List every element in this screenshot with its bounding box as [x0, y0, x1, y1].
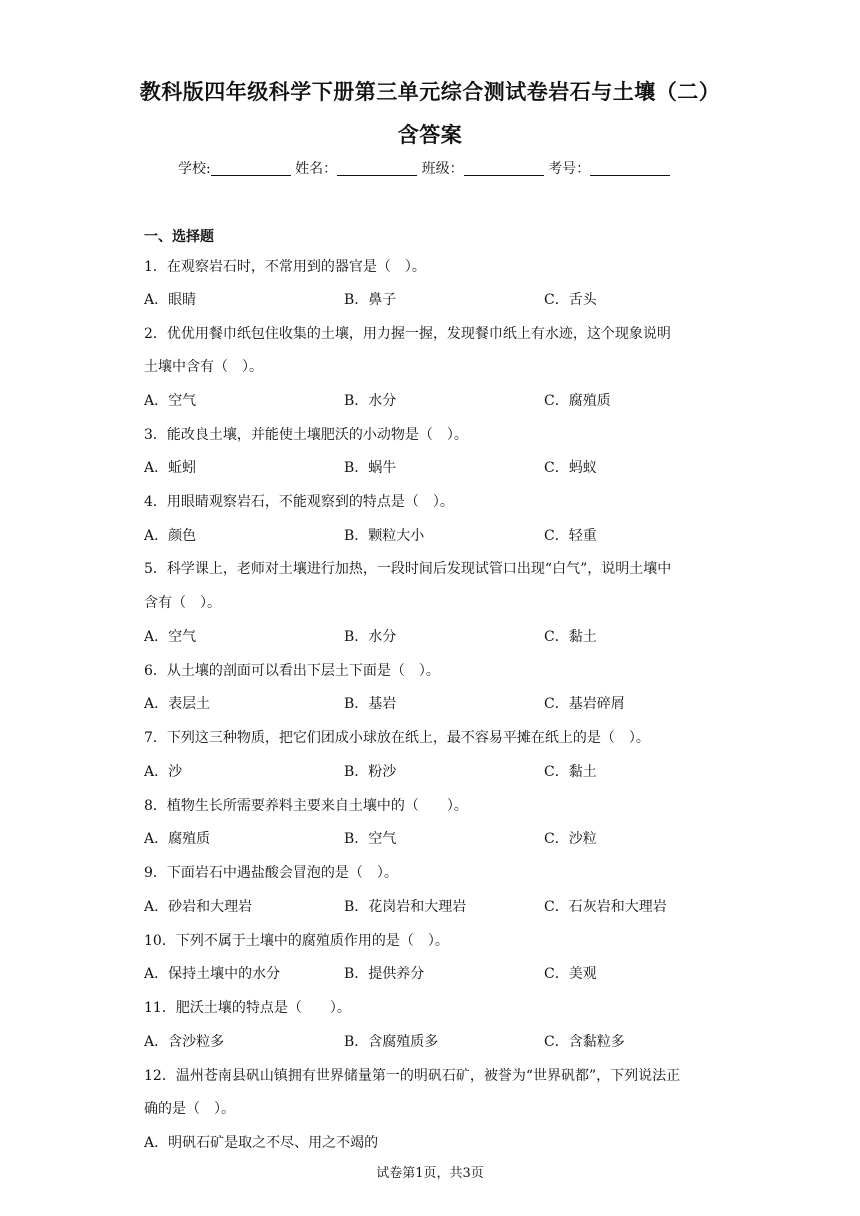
q11-option-c[interactable]: C．含黏粒多	[544, 1034, 625, 1050]
q6-option-b[interactable]: B．基岩	[344, 696, 397, 712]
question-5: 5．科学课上，老师对土壤进行加热，一段时间后发现试管口出现“白气”，说明土壤中	[144, 561, 672, 577]
q9-option-a[interactable]: A．砂岩和大理岩	[144, 899, 253, 915]
q7-option-c[interactable]: C．黏土	[544, 764, 597, 780]
q6-option-c[interactable]: C．基岩碎屑	[544, 696, 625, 712]
question-9: 9．下面岩石中遇盐酸会冒泡的是（ ）。	[144, 865, 398, 881]
q8-option-a[interactable]: A．腐殖质	[144, 831, 211, 847]
q8-option-c[interactable]: C．沙粒	[544, 831, 597, 847]
question-3: 3．能改良土壤，并能使土壤肥沃的小动物是（ ）。	[144, 427, 468, 443]
question-12: 12．温州苍南县矾山镇拥有世界储量第一的明矾石矿，被誉为“世界矾都”，下列说法正	[144, 1068, 681, 1084]
exam-title-line1: 教科版四年级科学下册第三单元综合测试卷岩石与土壤（二）	[139, 80, 721, 104]
exam-title-line2: 含答案	[397, 123, 463, 147]
section-title: 一、选择题	[144, 229, 214, 245]
q2-option-c[interactable]: C．腐殖质	[544, 393, 611, 409]
page-footer: 试卷第1页，共3页	[376, 1166, 484, 1181]
q5-option-c[interactable]: C．黏土	[544, 629, 597, 645]
question-7: 7．下列这三种物质，把它们团成小球放在纸上，最不容易平摊在纸上的是（ ）。	[144, 730, 650, 746]
q2-option-a[interactable]: A．空气	[144, 393, 197, 409]
q4-option-b[interactable]: B．颗粒大小	[344, 528, 425, 544]
q9-option-b[interactable]: B．花岗岩和大理岩	[344, 899, 467, 915]
q1-option-c[interactable]: C．舌头	[544, 292, 597, 308]
q9-option-c[interactable]: C．石灰岩和大理岩	[544, 899, 667, 915]
question-2-cont: 土壤中含有（ ）。	[144, 359, 263, 375]
q11-option-a[interactable]: A．含沙粒多	[144, 1034, 225, 1050]
q3-option-a[interactable]: A．蚯蚓	[144, 460, 197, 476]
class-blank[interactable]	[464, 161, 544, 176]
q5-option-a[interactable]: A．空气	[144, 629, 197, 645]
q4-option-a[interactable]: A．颜色	[144, 528, 197, 544]
question-12-cont: 确的是（ ）。	[144, 1101, 235, 1117]
q8-option-b[interactable]: B．空气	[344, 831, 397, 847]
q7-option-a[interactable]: A．沙	[144, 764, 183, 780]
student-info-row	[178, 158, 670, 178]
question-11: 11．肥沃土壤的特点是（ ）。	[144, 1000, 351, 1016]
question-8: 8．植物生长所需要养料主要来自土壤中的（ ）。	[144, 798, 468, 814]
question-10: 10．下列不属于土壤中的腐殖质作用的是（ ）。	[144, 933, 449, 949]
q10-option-a[interactable]: A．保持土壤中的水分	[144, 966, 281, 982]
exam-number-blank[interactable]	[590, 161, 670, 176]
q1-option-b[interactable]: B．鼻子	[344, 292, 397, 308]
school-label: 学校:	[178, 161, 211, 177]
q7-option-b[interactable]: B．粉沙	[344, 764, 397, 780]
q10-option-b[interactable]: B．提供养分	[344, 966, 425, 982]
question-1: 1．在观察岩石时，不常用到的器官是（ ）。	[144, 259, 426, 275]
question-2: 2．优优用餐巾纸包住收集的土壤，用力握一握，发现餐巾纸上有水迹，这个现象说明	[144, 326, 671, 342]
exam-number-label: 考号：	[548, 161, 591, 177]
q4-option-c[interactable]: C．轻重	[544, 528, 597, 544]
q11-option-b[interactable]: B．含腐殖质多	[344, 1034, 439, 1050]
q5-option-b[interactable]: B．水分	[344, 629, 397, 645]
q1-option-a[interactable]: A．眼睛	[144, 292, 197, 308]
q2-option-b[interactable]: B．水分	[344, 393, 397, 409]
q3-option-b[interactable]: B．蜗牛	[344, 460, 397, 476]
class-label: 班级：	[421, 161, 464, 177]
question-6: 6．从土壤的剖面可以看出下层土下面是（ ）。	[144, 663, 440, 679]
question-5-cont: 含有（ ）。	[144, 595, 221, 611]
school-blank[interactable]	[211, 161, 291, 176]
q10-option-c[interactable]: C．美观	[544, 966, 597, 982]
name-label: 姓名：	[295, 161, 338, 177]
q12-option-a[interactable]: A．明矾石矿是取之不尽、用之不竭的	[144, 1135, 379, 1151]
question-4: 4．用眼睛观察岩石，不能观察到的特点是（ ）。	[144, 494, 454, 510]
q3-option-c[interactable]: C．蚂蚁	[544, 460, 597, 476]
q6-option-a[interactable]: A．表层土	[144, 696, 211, 712]
name-blank[interactable]	[337, 161, 417, 176]
